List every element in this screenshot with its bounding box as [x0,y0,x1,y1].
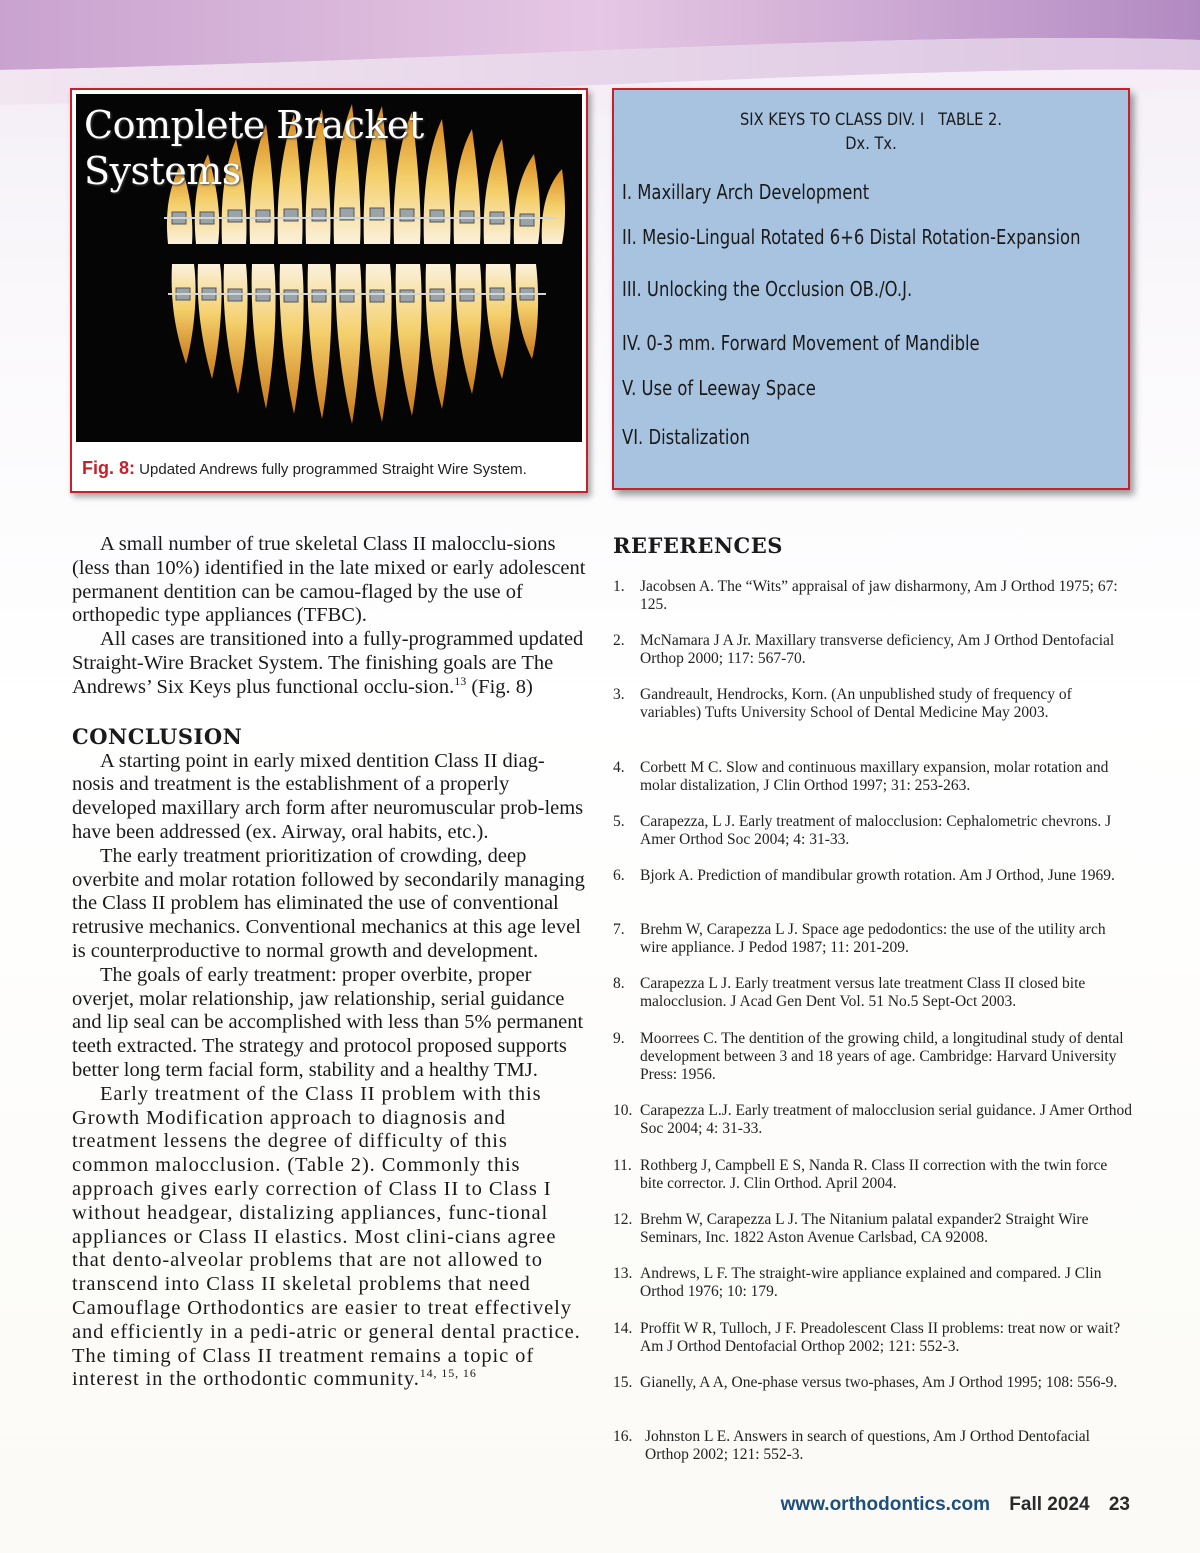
body-paragraph [72,628,586,699]
reference-number: 10. [613,1102,633,1119]
reference-item [613,1102,1133,1138]
reference-number: 6. [613,867,625,884]
reference-number: 8. [613,975,625,992]
reference-item [613,813,1133,849]
footnote-ref: 14, 15, 16 [419,1366,477,1381]
body-paragraph-text: All cases are transitioned into a fully-programmed updated Straight-Wire Bracket System. The finishing goals are The Andrews’ Six Keys plus functional occlu-sion. [72,628,584,698]
reference-item [613,1030,1133,1084]
table-item: I. Maxillary Arch Development [622,180,870,204]
page-footer [781,1494,1130,1516]
reference-item [613,921,1133,957]
reference-number: 1. [613,578,625,595]
reference-text: Andrews, L F. The straight-wire appliance explained and compared. J Clin Orthod 1976; 10: 179. [640,1265,1102,1300]
body-paragraph-text: Early treatment of the Class II problem with this Growth Modification approach to diagnosis and treatment lessens the degree of difficulty of this common malocclusion. (Table 2). Commonly this approach gives early correction of Class II to Class I without headgear, distalizing appliances, func-tional appliances or Class II elastics. Most clini-cians agree that dento-alveolar problems that are not allowed to transcend into Class II skeletal problems that need Camouflage Orthodontics are easier to treat effectively and efficiently in a pedi-atric or general dental practice. The timing of Class II treatment remains a topic of interest in the orthodontic community. [72,1082,581,1391]
article-body [72,533,586,1392]
issue-season: Fall 2024 [1009,1494,1090,1515]
page-number: 23 [1108,1494,1130,1515]
reference-number: 11. [613,1157,632,1174]
reference-text: Johnston L E. Answers in search of questions, Am J Orthod Dentofacial Orthop 2002; 121: 552-3. [645,1428,1090,1463]
references-section [613,533,1133,1463]
reference-item [613,632,1133,668]
reference-text: Carapezza, L J. Early treatment of malocclusion: Cephalometric chevrons. J Amer Orthod Soc 2004; 4: 31-33. [640,813,1112,848]
body-paragraph: A starting point in early mixed dentition Class II diag-nosis and treatment is the establishment of a properly developed maxillary arch form after neuromuscular prob-lems have been addressed (ex. Airway, oral habits, etc.). [72,749,584,843]
reference-text: Corbett M C. Slow and continuous maxillary expansion, molar rotation and molar distalization, J Clin Orthod 1997; 31: 253-263. [640,759,1109,794]
reference-number: 12. [613,1211,633,1228]
reference-number: 9. [613,1030,625,1047]
reference-text: Proffit W R, Tulloch, J F. Preadolescent Class II problems: treat now or wait? Am J Orthod Dentofacial Orthop 2002; 121: 552-3. [640,1320,1121,1355]
reference-text: Brehm W, Carapezza L J. Space age pedodontics: the use of the utility arch wire appliance. J Pedod 1987; 11: 201-209. [640,921,1106,956]
reference-item [613,1265,1133,1301]
body-paragraph: The early treatment prioritization of crowding, deep overbite and molar rotation followed by secondarily managing the Class II problem has eliminated the use of conventional retrusive mechanics. Conventional mechanics at this age level is counterproductive to normal growth and development. [72,844,585,962]
body-paragraph: A small number of true skeletal Class II malocclu-sions (less than 10%) identified in the late mixed or early adolescent permanent dentition can be camou-flaged by the use of orthopedic type appliances (TFBC). [72,533,586,627]
table-item: II. Mesio-Lingual Rotated 6+6 Distal Rotation-Expansion [622,225,1081,249]
reference-text: Carapezza L J. Early treatment versus late treatment Class II closed bite malocclusion. J Acad Gen Dent Vol. 51 No.5 Sept-Oct 2003. [640,975,1086,1010]
reference-number: 14. [613,1320,633,1337]
reference-number: 4. [613,759,625,776]
reference-text: Gandreault, Hendrocks, Korn. (An unpublished study of frequency of variables) Tufts University School of Dental Medicine May 2003. [640,686,1072,721]
reference-number: 5. [613,813,625,830]
body-paragraph [72,1083,586,1392]
figure-ref: (Fig. 8) [466,675,533,698]
body-paragraph: The goals of early treatment: proper overbite, proper overjet, molar relationship, jaw relationship, serial guidance and lip seal can be accomplished with less than 5% permanent teeth extracted. The strategy and protocol proposed supports better long term facial form, stability and a healthy TMJ. [72,963,584,1081]
figure-8 [70,88,588,493]
figure-caption [82,458,527,479]
reference-item [613,686,1133,722]
photo-title-line-1: Complete Bracket [84,103,424,147]
reference-item [613,1374,1133,1392]
reference-number: 3. [613,686,625,703]
reference-number: 2. [613,632,625,649]
references-heading: REFERENCES [613,533,783,558]
figure-caption-text: Updated Andrews fully programmed Straight Wire System. [139,461,527,478]
reference-item [613,1428,1133,1464]
reference-text: Moorrees C. The dentition of the growing child, a longitudinal study of dental development between 3 and 18 years of age. Cambridge: Harvard University Press: 1956. [640,1030,1124,1083]
table-title-line-1: SIX KEYS TO CLASS DIV. I TABLE 2. [740,110,1002,130]
table-item: VI. Distalization [622,425,750,449]
reference-number: 15. [613,1374,633,1391]
reference-item [613,975,1133,1011]
reference-text: Rothberg J, Campbell E S, Nanda R. Class II correction with the twin force bite corrector. J. Clin Orthod. April 2004. [640,1157,1108,1192]
photo-title [84,102,424,194]
bracket-system-photo [76,94,582,442]
reference-text: McNamara J A Jr. Maxillary transverse deficiency, Am J Orthod Dentofacial Orthop 2000; 117: 567-70. [640,632,1115,667]
reference-text: Jacobsen A. The “Wits” appraisal of jaw disharmony, Am J Orthod 1975; 67: 125. [640,578,1118,613]
figure-label: Fig. 8: [82,458,135,478]
table-item: V. Use of Leeway Space [622,376,816,400]
reference-text: Carapezza L.J. Early treatment of malocclusion serial guidance. J Amer Orthod Soc 2004; 4: 31-33. [640,1102,1132,1137]
reference-item [613,1157,1133,1193]
conclusion-heading: CONCLUSION [72,723,243,749]
table-item: III. Unlocking the Occlusion OB./O.J. [622,277,913,301]
table-title-line-2: Dx. Tx. [845,134,897,154]
reference-item [613,759,1133,795]
six-keys-table [612,88,1130,490]
website-link[interactable]: www.orthodontics.com [780,1494,991,1515]
table-title [650,108,1092,156]
reference-number: 13. [613,1265,633,1282]
photo-title-line-2: Systems [84,149,241,193]
reference-number: 7. [613,921,625,938]
table-item: IV. 0-3 mm. Forward Movement of Mandible [622,331,980,355]
reference-item [613,1320,1133,1356]
reference-number: 16. [613,1428,633,1445]
reference-text: Brehm W, Carapezza L J. The Nitanium palatal expander2 Straight Wire Seminars, Inc. 1822 Aston Avenue Carlsbad, CA 92008. [640,1211,1089,1246]
reference-item [613,1211,1133,1247]
reference-item [613,867,1133,885]
footnote-ref: 13 [454,673,467,688]
reference-text: Bjork A. Prediction of mandibular growth rotation. Am J Orthod, June 1969. [640,867,1115,884]
reference-text: Gianelly, A A, One-phase versus two-phases, Am J Orthod 1995; 108: 556-9. [640,1374,1118,1391]
reference-item [613,578,1133,614]
